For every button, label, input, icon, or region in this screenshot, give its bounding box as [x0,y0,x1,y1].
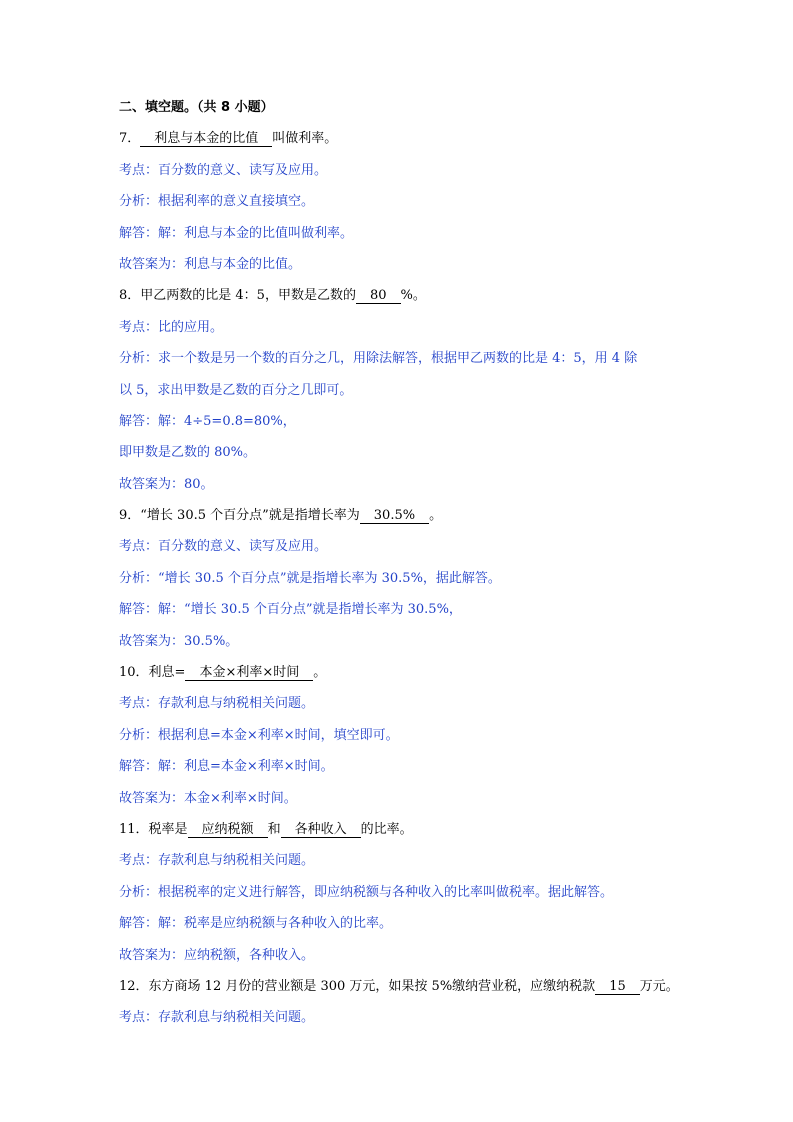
question-12-answer-blank: 15 [595,979,640,995]
question-12-text-after: 万元。 [639,978,679,994]
question-10-answer-blank: 本金×利率×时间 [185,665,313,681]
question-11-kaodian: 考点：存款利息与纳税相关问题。 [119,853,315,869]
question-10 [119,657,689,688]
section-heading: 二、填空题。（共 8 小题） [119,100,274,115]
question-9-answer-blank: 30.5% [360,508,429,524]
question-8-jieda-line-1: 解答：解：4÷5=0.8=80%， [119,413,296,429]
question-8-text: 8．甲乙两数的比是 4：5，甲数是乙数的 [119,288,356,304]
question-9-jieda: 解答：解：“增长 30.5 个百分点”就是指增长率为 30.5%， [119,602,462,618]
question-10-kaodian: 考点：存款利息与纳税相关问题。 [119,696,315,712]
question-7 [119,123,689,154]
question-11-fenxi: 分析：根据税率的定义进行解答，即应纳税额与各种收入的比率叫做税率。据此解答。 [119,884,614,900]
question-12 [119,971,689,1002]
question-11-answer-blank-2: 各种收入 [281,822,361,838]
question-12-kaodian: 考点：存款利息与纳税相关问题。 [119,1010,315,1026]
question-11-answer: 故答案为：应纳税额，各种收入。 [119,947,315,963]
question-7-fenxi: 分析：根据利率的意义直接填空。 [119,194,315,210]
question-9-fenxi: 分析：“增长 30.5 个百分点”就是指增长率为 30.5%，据此解答。 [119,570,501,586]
question-11 [119,814,689,845]
question-11-jieda: 解答：解：税率是应纳税额与各种收入的比率。 [119,916,393,932]
question-9-text: 9．“增长 30.5 个百分点”就是指增长率为 [119,508,360,524]
question-10-jieda: 解答：解：利息=本金×利率×时间。 [119,759,334,775]
question-11-text-middle: 和 [267,821,281,837]
question-8-answer: 故答案为：80。 [119,476,214,492]
question-8-jieda-line-2: 即甲数是乙数的 80%。 [119,445,257,461]
question-9-kaodian: 考点：百分数的意义、读写及应用。 [119,539,328,555]
question-8-text-after: %。 [400,288,426,304]
question-12-text: 12．东方商场 12 月份的营业额是 300 万元，如果按 5%缴纳营业税，应缴纳税款 [119,978,596,994]
question-10-text-after: 。 [313,665,327,681]
question-7-answer-blank: 利息与本金的比值 [140,131,272,147]
question-10-fenxi: 分析：根据利息=本金×利率×时间，填空即可。 [119,727,399,743]
question-8-fenxi-line-2: 以 5，求出甲数是乙数的百分之几即可。 [119,382,353,398]
question-11-text: 11．税率是 [119,821,188,837]
question-8-kaodian: 考点：比的应用。 [119,319,224,335]
question-8-answer-blank: 80 [356,288,401,304]
question-9-answer: 故答案为：30.5%。 [119,633,239,649]
question-10-answer: 故答案为：本金×利率×时间。 [119,790,297,806]
document-page [119,92,689,1034]
question-11-text-after: 的比率。 [360,821,413,837]
question-9 [119,500,689,531]
question-7-jieda: 解答：解：利息与本金的比值叫做利率。 [119,225,354,241]
question-11-answer-blank-1: 应纳税额 [188,822,268,838]
question-7-number: 7． [119,131,141,147]
question-9-text-after: 。 [429,508,443,524]
question-7-text: 叫做利率。 [272,131,338,147]
question-7-answer: 故答案为：利息与本金的比值。 [119,256,302,272]
question-7-kaodian: 考点：百分数的意义、读写及应用。 [119,162,328,178]
question-10-text: 10．利息= [119,665,186,681]
question-8 [119,280,689,311]
question-8-fenxi-line-1: 分析：求一个数是另一个数的百分之几，用除法解答，根据甲乙两数的比是 4：5，用 4 除 [119,351,638,367]
